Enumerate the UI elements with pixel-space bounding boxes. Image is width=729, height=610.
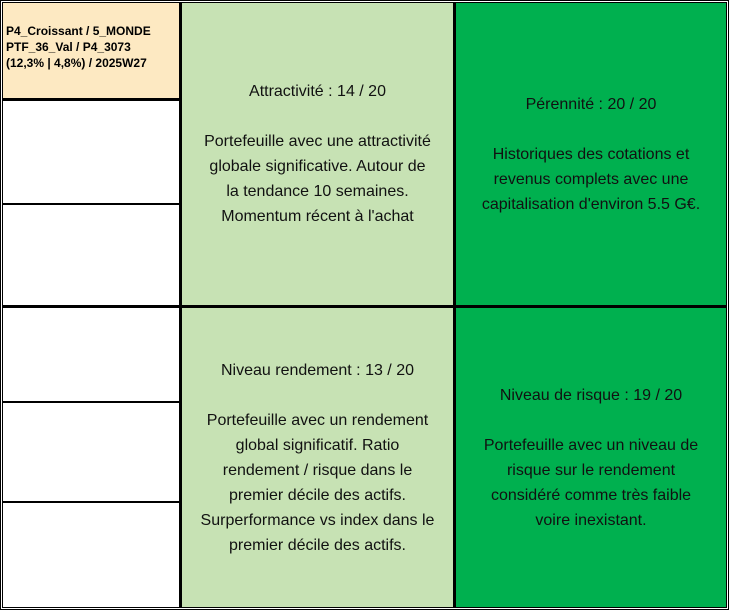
- header-line-1: P4_Croissant / 5_MONDE: [6, 24, 151, 38]
- attractivite-description: Portefeuille avec une attractivité globale significative. Autour de la tendance 10 semaines. Momentum récent à l'achat: [204, 133, 431, 225]
- rendement-description: Portefeuille avec un rendement global significatif. Ratio rendement / risque dans le premier décile des actifs. Surperformance vs index dans le premier décile des actifs.: [200, 411, 435, 554]
- perennite-title: Pérennité : 20 / 20: [525, 95, 657, 113]
- rendement-panel: [180, 307, 454, 608]
- header-line-2: PTF_36_Val / P4_3073: [6, 40, 131, 54]
- attractivite-title: Attractivité : 14 / 20: [249, 83, 386, 100]
- attractivite-panel: [180, 2, 454, 307]
- blank-cell-4: [2, 402, 180, 502]
- perennite-panel: [454, 2, 727, 307]
- risque-panel: [454, 307, 727, 608]
- blank-cell-3: [2, 307, 180, 402]
- rendement-title: Niveau rendement : 13 / 20: [220, 361, 414, 379]
- perennite-description: Historiques des cotations et revenus complets avec une capitalisation d'environ 5.5 G€.: [481, 145, 701, 213]
- portfolio-header-cell: [2, 2, 180, 100]
- risque-description: Portefeuille avec un niveau de risque sur le rendement considéré comme très faible voire inexistant.: [483, 436, 699, 529]
- header-line-3: (12,3% | 4,8%) / 2025W27: [6, 56, 147, 70]
- blank-cell-5: [2, 502, 180, 608]
- blank-cell-1: [2, 100, 180, 204]
- blank-cell-2: [2, 204, 180, 307]
- risque-title: Niveau de risque : 19 / 20: [499, 386, 683, 404]
